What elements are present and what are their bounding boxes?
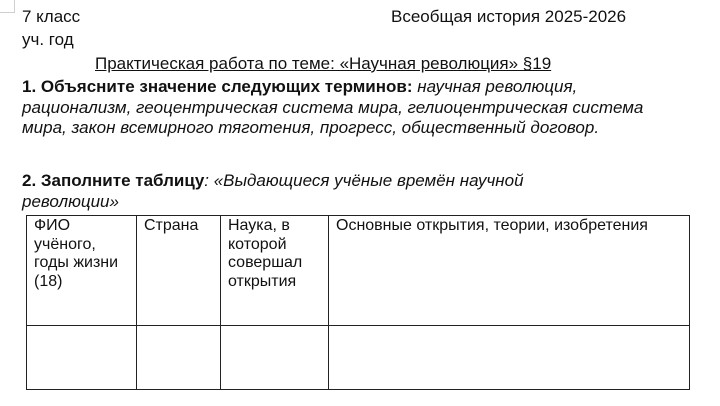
table-cell[interactable]: [137, 326, 221, 390]
column-header-name: ФИО учёного, годы жизни (18): [27, 216, 137, 326]
scientists-table: [26, 215, 690, 390]
column-header-science: Наука, в которой совершал открытия: [221, 216, 329, 326]
page-corner-mark: [0, 0, 15, 13]
grade-label: 7 класс: [22, 7, 81, 26]
subject-label: Всеобщая история 2025-2026: [391, 7, 627, 26]
task-1-terms: научная революция, рационализм, геоцентрическая система мира, гелиоцентрическая система мира, закон всемирного тяготения, прогресс, общественный договор.: [22, 77, 644, 137]
table-cell[interactable]: [329, 326, 690, 390]
task-1: [22, 77, 682, 139]
task-2-description: : «Выдающиеся учёные времён научной революции»: [22, 171, 524, 211]
school-year-label: уч. год: [22, 30, 74, 49]
column-header-country: Страна: [137, 216, 221, 326]
column-header-discoveries: Основные открытия, теории, изобретения: [329, 216, 690, 326]
page-title: Практическая работа по теме: «Научная революция» §19: [95, 54, 552, 73]
table-row: [27, 326, 690, 390]
task-2: [22, 170, 622, 212]
task-2-label: 2. Заполните таблицу: [22, 171, 205, 190]
table-header-row: [27, 216, 690, 326]
table-cell[interactable]: [27, 326, 137, 390]
table-cell[interactable]: [221, 326, 329, 390]
task-1-label: 1. Объясните значение следующих терминов:: [22, 77, 413, 96]
